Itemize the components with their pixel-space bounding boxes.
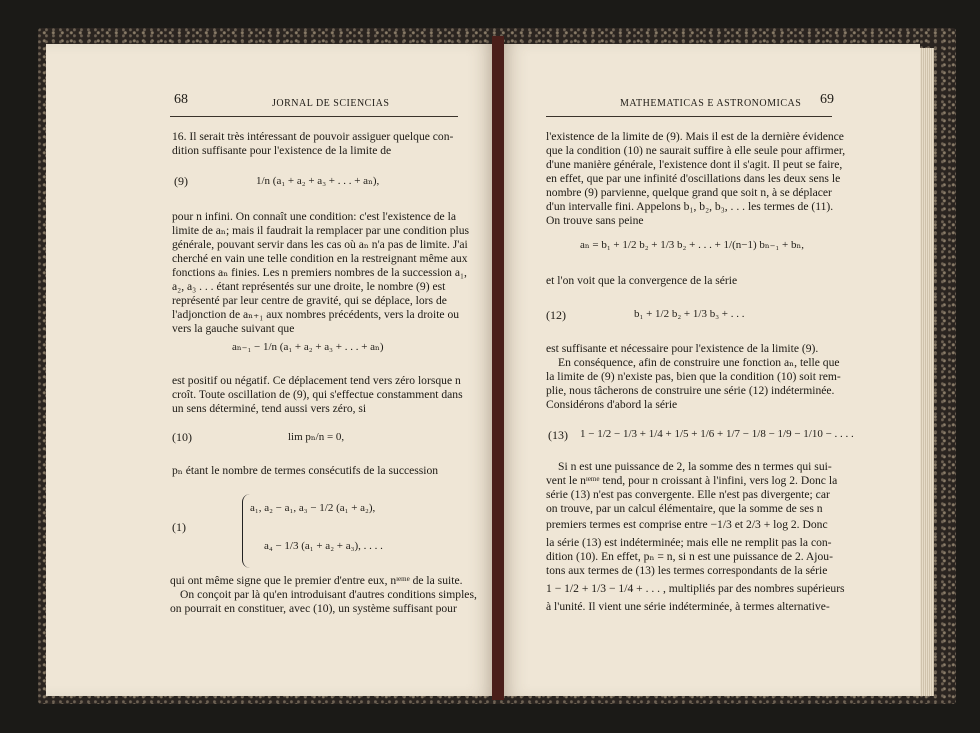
- text-line: on pourrait en constituer, avec (10), un système suffisant pour: [170, 602, 457, 615]
- text-line: nombre (9) parvienne, quelque grand que soit n, à se déplacer: [546, 186, 832, 199]
- text-line: 1 − 1/2 + 1/3 − 1/4 + . . . , multipliés par des nombres supérieurs: [546, 582, 845, 595]
- header-rule: [170, 116, 458, 117]
- text-line: croît. Toute oscillation de (9), qui s'effectue constamment dans: [172, 388, 463, 401]
- text-line: dition suffisante pour l'existence de la limite de: [172, 144, 392, 157]
- text-line: est positif ou négatif. Ce déplacement tend vers zéro lorsque n: [172, 374, 461, 387]
- text-line: et l'on voit que la convergence de la série: [546, 274, 738, 287]
- text-line: dition (10). En effet, pₙ = n, si n est une puissance de 2. Ajou-: [546, 550, 833, 563]
- text-line: est suffisante et nécessaire pour l'existence de la limite (9).: [546, 342, 819, 355]
- left-page: [46, 44, 496, 696]
- equation-label: (10): [172, 430, 192, 444]
- text-line: on trouve, par un calcul élémentaire, que la somme de ses n: [546, 502, 823, 515]
- text-line: générale, pouvant servir dans les cas où aₙ n'a pas de limite. J'ai: [172, 238, 468, 251]
- running-header: MATHEMATICAS E ASTRONOMICAS: [620, 98, 802, 109]
- text-line: pour n infini. On connaît une condition: c'est l'existence de la: [172, 210, 456, 223]
- text-line: a₂, a₃ . . . étant représentés sur une droite, le nombre (9) est: [172, 280, 446, 293]
- page-edges: [918, 48, 934, 696]
- equation: aₙ = b₁ + 1/2 b₂ + 1/3 b₂ + . . . + 1/(n−1) bₙ₋₁ + bₙ,: [580, 239, 804, 251]
- text-line: premiers termes est comprise entre −1/3 et 2/3 + log 2. Donc: [546, 518, 828, 531]
- text-line: l'existence de la limite de (9). Mais il est de la dernière évidence: [546, 130, 844, 143]
- equation: aₙ₋₁ − 1/n (a₁ + a₂ + a₃ + . . . + aₙ): [232, 341, 384, 353]
- text-line: qui ont même signe que le premier d'entre eux, nᶦᵉᵐᵉ de la suite.: [170, 574, 463, 587]
- equation: 1 − 1/2 − 1/3 + 1/4 + 1/5 + 1/6 + 1/7 − 1/8 − 1/9 − 1/10 − . . . .: [580, 428, 854, 440]
- text-line: représenté par leur centre de gravité, qui se déplace, lors de: [172, 294, 447, 307]
- equation-label: (13): [548, 428, 568, 442]
- text-line: On trouve sans peine: [546, 214, 644, 227]
- equation: a₄ − 1/3 (a₁ + a₂ + a₃), . . . .: [264, 540, 383, 552]
- text-line: série (13) n'est pas convergente. Elle n'est pas divergente; car: [546, 488, 830, 501]
- equation: 1/n (a₁ + a₂ + a₃ + . . . + aₙ),: [256, 175, 380, 187]
- equation-label: (1): [172, 520, 186, 534]
- page-number: 68: [174, 92, 188, 107]
- equation-label: (9): [174, 174, 188, 188]
- equation: lim pₙ/n = 0,: [288, 431, 345, 443]
- text-line: plie, nous tâcherons de construire une série (12) indéterminée.: [546, 384, 835, 397]
- text-line: à l'unité. Il vient une série indéterminée, à termes alternative-: [546, 600, 830, 613]
- equation-label: (12): [546, 308, 566, 322]
- text-line: pₙ étant le nombre de termes consécutifs de la succession: [172, 464, 439, 477]
- header-rule: [546, 116, 832, 117]
- text-line: l'adjonction de aₙ₊₁ aux nombres précédents, vers la droite ou: [172, 308, 460, 321]
- text-line: En conséquence, afin de construire une fonction aₙ, telle que: [558, 356, 840, 369]
- text-line: vers la gauche suivant que: [172, 322, 295, 335]
- text-line: Si n est une puissance de 2, la somme des n termes qui sui-: [558, 460, 832, 473]
- text-line: cherché en vain une telle condition en la restreignant même aux: [172, 252, 468, 265]
- text-line: limite de aₙ; mais il faudrait la remplacer par une condition plus: [172, 224, 470, 237]
- text-line: que la condition (10) ne saurait suffire à elle seule pour affirmer,: [546, 144, 846, 157]
- text-line: la série (13) est indéterminée; mais elle ne remplit pas la con-: [546, 536, 832, 549]
- running-header: JORNAL DE SCIENCIAS: [272, 98, 390, 109]
- equation: b₁ + 1/2 b₂ + 1/3 b₃ + . . .: [634, 308, 745, 320]
- text-line: la limite de (9) n'existe pas, bien que la condition (10) soit rem-: [546, 370, 841, 383]
- text-line: 16. Il serait très intéressant de pouvoir assiguer quelque con-: [172, 130, 454, 143]
- text-line: On conçoit par là qu'en introduisant d'autres conditions simples,: [180, 588, 477, 601]
- text-line: en effet, que par une infinité d'oscillations dans les deux sens le: [546, 172, 841, 185]
- text-line: vent le nᶦᵉᵐᵉ tend, pour n croissant à l'infini, vers log 2. Donc la: [546, 474, 838, 487]
- right-page: [500, 44, 920, 696]
- text-line: d'un intervalle fini. Appelons b₁, b₂, b₃, . . . les termes de (11).: [546, 200, 834, 213]
- equation: a₁, a₂ − a₁, a₃ − 1/2 (a₁ + a₂),: [250, 502, 376, 514]
- text-line: Considérons d'abord la série: [546, 398, 678, 411]
- book-spine: [492, 36, 504, 700]
- text-line: d'une manière générale, l'existence dont il s'agit. Il peut se faire,: [546, 158, 843, 171]
- page-number: 69: [820, 92, 834, 107]
- text-line: tons aux termes de (13) les termes correspondants de la série: [546, 564, 828, 577]
- text-line: fonctions aₙ finies. Les n premiers nombres de la succession a₁,: [172, 266, 467, 279]
- text-line: un sens déterminé, tend aussi vers zéro, si: [172, 402, 367, 415]
